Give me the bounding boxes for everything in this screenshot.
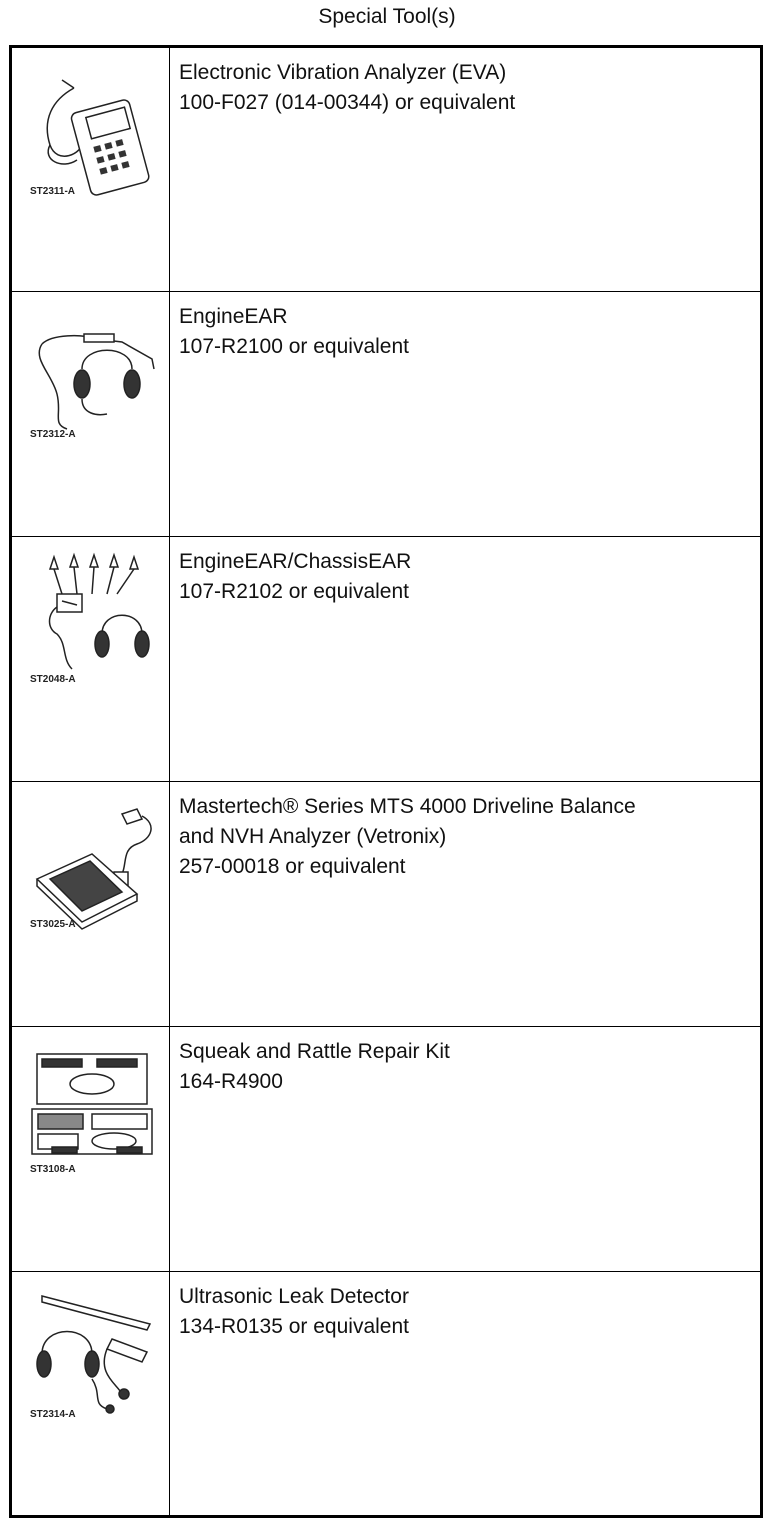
tool-part-number: 134-R0135 or equivalent: [179, 1315, 409, 1338]
repair-kit-case-icon: [22, 1039, 157, 1179]
figure-label: ST3108-A: [30, 1164, 76, 1175]
tool-name-continued: and NVH Analyzer (Vetronix): [179, 825, 447, 848]
tool-image-cell: [11, 292, 170, 537]
tool-description: [170, 1027, 762, 1272]
tool-description: [170, 47, 762, 292]
tool-name: EngineEAR/ChassisEAR: [179, 550, 412, 573]
special-tools-table: [9, 45, 763, 1518]
tool-description: [170, 1272, 762, 1517]
tool-description: [170, 782, 762, 1027]
tool-image-cell: [11, 782, 170, 1027]
table-row: [11, 782, 762, 1027]
tool-image-cell: [11, 1027, 170, 1272]
figure-label: ST3025-A: [30, 919, 76, 930]
table-row: [11, 292, 762, 537]
table-row: [11, 1027, 762, 1272]
tool-part-number: 257-00018 or equivalent: [179, 855, 406, 878]
page-title: Special Tool(s): [318, 5, 456, 28]
tool-name: EngineEAR: [179, 305, 288, 328]
multi-clip-headphones-icon: [22, 549, 157, 689]
tool-description: [170, 537, 762, 782]
figure-label: ST2311-A: [30, 186, 76, 197]
tool-name: Electronic Vibration Analyzer (EVA): [179, 61, 507, 84]
figure-label: ST2048-A: [30, 674, 76, 685]
tool-part-number: 107-R2102 or equivalent: [179, 580, 409, 603]
tool-name: Squeak and Rattle Repair Kit: [179, 1040, 450, 1063]
handheld-analyzer-icon: [22, 794, 157, 934]
figure-label: ST2314-A: [30, 1409, 76, 1420]
tool-name: Mastertech® Series MTS 4000 Driveline Balance: [179, 795, 636, 818]
tool-image-cell: [11, 537, 170, 782]
tool-image-cell: [11, 1272, 170, 1517]
tool-part-number: 107-R2100 or equivalent: [179, 335, 409, 358]
tool-image-cell: [11, 47, 170, 292]
table-row: [11, 1272, 762, 1517]
vibration-analyzer-icon: [22, 60, 157, 200]
leak-detector-icon: [22, 1284, 157, 1424]
table-row: [11, 47, 762, 292]
tool-description: [170, 292, 762, 537]
figure-label: ST2312-A: [30, 429, 76, 440]
headphones-probe-icon: [22, 304, 157, 444]
table-row: [11, 537, 762, 782]
tool-part-number: 164-R4900: [179, 1070, 283, 1093]
tool-name: Ultrasonic Leak Detector: [179, 1285, 409, 1308]
tool-part-number: 100-F027 (014-00344) or equivalent: [179, 91, 516, 114]
